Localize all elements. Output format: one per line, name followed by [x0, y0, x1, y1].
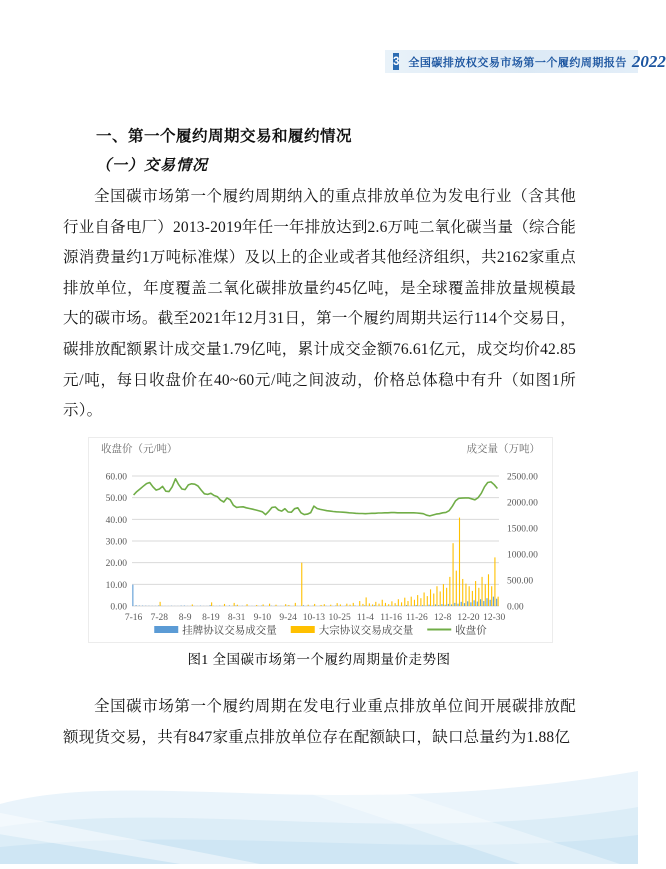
- svg-text:0.00: 0.00: [507, 603, 524, 613]
- report-title: 全国碳排放权交易市场第一个履约周期报告: [408, 54, 627, 70]
- svg-text:12-30: 12-30: [483, 613, 505, 623]
- svg-text:50.00: 50.00: [106, 494, 128, 504]
- svg-text:8-19: 8-19: [202, 613, 220, 623]
- svg-text:10-25: 10-25: [329, 613, 351, 623]
- paragraph-compliance-gap: 全国碳市场第一个履约周期在发电行业重点排放单位间开展碳排放配额现货交易，共有847家重点排放单位存在配额缺口，缺口总量约为1.88亿: [63, 692, 576, 753]
- svg-text:11-26: 11-26: [406, 613, 428, 623]
- svg-text:9-10: 9-10: [254, 613, 272, 623]
- svg-text:2000.00: 2000.00: [507, 499, 538, 509]
- subsection-heading: （一）交易情况: [96, 154, 208, 175]
- svg-text:7-28: 7-28: [151, 613, 169, 623]
- svg-text:8-9: 8-9: [179, 613, 192, 623]
- svg-text:12-20: 12-20: [457, 613, 479, 623]
- svg-text:大宗协议交易成交量: 大宗协议交易成交量: [319, 624, 414, 637]
- svg-text:0.00: 0.00: [110, 603, 127, 613]
- svg-text:1000.00: 1000.00: [507, 551, 538, 561]
- svg-text:30.00: 30.00: [106, 538, 128, 548]
- report-year: 2022: [632, 52, 666, 72]
- svg-text:10.00: 10.00: [106, 581, 128, 591]
- price-volume-chart: [88, 437, 553, 643]
- svg-text:10-13: 10-13: [303, 613, 325, 623]
- svg-text:12-8: 12-8: [434, 613, 452, 623]
- svg-text:20.00: 20.00: [106, 559, 128, 569]
- svg-text:11-16: 11-16: [380, 613, 402, 623]
- footer-wave-graphic: [0, 749, 638, 864]
- svg-text:1500.00: 1500.00: [507, 525, 538, 535]
- footer-wave-decoration: [0, 749, 638, 864]
- svg-text:收盘价（元/吨）: 收盘价（元/吨）: [101, 442, 177, 455]
- section-heading: 一、第一个履约周期交易和履约情况: [96, 124, 352, 146]
- chart-canvas: [89, 438, 552, 642]
- svg-text:2500.00: 2500.00: [507, 473, 538, 483]
- page-header: [385, 50, 638, 73]
- svg-text:挂牌协议交易成交量: 挂牌协议交易成交量: [182, 624, 277, 637]
- svg-text:收盘价: 收盘价: [455, 624, 487, 637]
- svg-text:9-24: 9-24: [279, 613, 297, 623]
- svg-text:7-16: 7-16: [125, 613, 143, 623]
- svg-text:60.00: 60.00: [106, 473, 128, 483]
- figure-caption: 图1 全国碳市场第一个履约周期量价走势图: [0, 648, 638, 668]
- paragraph-trading-overview: 全国碳市场第一个履约周期纳入的重点排放单位为发电行业（含其他行业自备电厂）2013-2019年任一年排放达到2.6万吨二氧化碳当量（综合能源消费量约1万吨标准煤）及以上的企业或者其他经济组织，共2162家重点排放单位，年度覆盖二氧化碳排放量约45亿吨，是全球覆盖排放量规模最大的碳市场。截至2021年12月31日，第一个履约周期共运行114个交易日，碳排放配额累计成交量1.79亿吨，累计成交金额76.61亿元，成交均价42.85元/吨，每日收盘价在40~60元/吨之间波动，价格总体稳中有升（如图1所示）。: [63, 182, 576, 427]
- svg-text:8-31: 8-31: [228, 613, 246, 623]
- svg-text:40.00: 40.00: [106, 516, 128, 526]
- svg-text:成交量（万吨）: 成交量（万吨）: [467, 442, 541, 455]
- svg-text:500.00: 500.00: [507, 577, 533, 587]
- page-number-badge: 3: [393, 53, 399, 70]
- svg-text:11-4: 11-4: [357, 613, 374, 623]
